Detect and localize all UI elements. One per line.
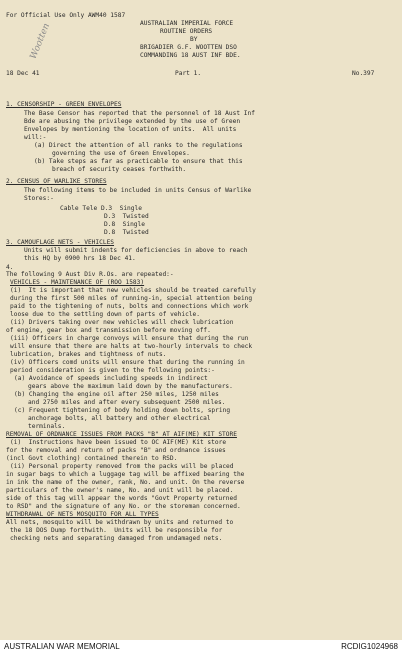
document-line: (i) It is important that new vehicles should be treated carefully <box>10 287 256 294</box>
document-line: Envelopes by mentioning the location of units. All units <box>24 126 237 133</box>
document-line: period consideration is given to the following points:- <box>10 367 215 374</box>
document-line: terminals. <box>28 423 66 430</box>
document-line: particulars of the owner's name, No. and unit will be placed. <box>6 487 234 494</box>
document-line: governing the use of Green Envelopes. <box>52 150 190 157</box>
document-line: paid to the tightening of nuts, bolts and connections which work <box>10 303 249 310</box>
document-line: (b) Changing the engine oil after 250 miles, 1250 miles <box>14 391 219 398</box>
document-line: (c) Frequent tightening of body holding down bolts, spring <box>14 407 231 414</box>
handwritten-annotation: Wootten <box>28 21 53 61</box>
document-line: (iv) Officers comd units will ensure that during the running in <box>10 359 245 366</box>
document-line: side of this tag will appear the words "Govt Property returned <box>6 495 237 502</box>
document-line: anchorage bolts, all battery and other electrical <box>28 415 211 422</box>
document-line: breach of security ceases forthwith. <box>52 166 187 173</box>
order-number: No.397 <box>352 70 375 77</box>
document-line: (a) Direct the attention of all ranks to the regulations <box>34 142 243 149</box>
document-line: D.8 Twisted <box>104 229 149 236</box>
document-line: gears above the maximum laid down by the manufacturers. <box>28 383 233 390</box>
order-date: 18 Dec 41 <box>6 70 40 77</box>
document-line: in ink the name of the owner, rank, No. and unit. On the reverse <box>6 479 245 486</box>
document-line: of engine, gear box and transmission before moving off. <box>6 327 211 334</box>
document-line: 2. CENSUS OF WARLIKE STORES <box>6 178 107 185</box>
document-line: (ii) Drivers taking over new vehicles will check lubrication <box>10 319 234 326</box>
document-line: D.3 Twisted <box>104 213 149 220</box>
document-line: The following 9 Aust Div R.Os. are repeated:- <box>6 271 174 278</box>
document-line: (ii) Personal property removed from the packs will be placed <box>10 463 234 470</box>
header-by: BY <box>190 36 198 43</box>
document-line: (b) Take steps as far as practicable to ensure that this <box>34 158 243 165</box>
document-line: REMOVAL OF ORDNANCE ISSUES FROM PACKS "B" AT AIF(ME) KIT STORE <box>6 431 237 438</box>
official-use-stamp: For Official Use Only AWM40 1587 <box>6 12 126 19</box>
document-line: during the first 500 miles of running-in, special attention being <box>10 295 253 302</box>
document-line: Bde are abusing the privilege extended by the use of Green <box>24 118 241 125</box>
order-part: Part 1. <box>175 70 202 77</box>
document-line: The Base Censor has reported that the personnel of 18 Aust Inf <box>24 110 255 117</box>
archive-name: AUSTRALIAN WAR MEMORIAL <box>4 642 120 651</box>
document-line: The following items to be included in units Census of Warlike <box>24 187 252 194</box>
document-line: Stores:- <box>24 195 54 202</box>
document-line: in sugar bags to which a luggage tag will be affixed bearing the <box>6 471 245 478</box>
document-line: will:- <box>24 134 47 141</box>
document-line: 3. CAMOUFLAGE NETS - VEHICLES <box>6 239 115 246</box>
document-line: and 2750 miles and after every subsequent 2500 miles. <box>28 399 226 406</box>
header-title-routine-orders: ROUTINE ORDERS <box>160 28 213 35</box>
document-line: will ensure that there are halts at two-hourly intervals to check <box>10 343 253 350</box>
document-line: 1. CENSORSHIP - GREEN ENVELOPES <box>6 101 122 108</box>
document-line: Units will submit indents for deficiencies in above to reach <box>24 247 248 254</box>
header-title-aif: AUSTRALIAN IMPERIAL FORCE <box>140 20 234 27</box>
archive-record-id: RCDIG1024968 <box>341 642 398 651</box>
document-line: loose due to the settling down of parts of vehicle. <box>10 311 200 318</box>
document-line: (iii) Officers in charge convoys will ensure that during the run <box>10 335 249 342</box>
document-line: checking nets and separating damaged from undamaged nets. <box>10 535 223 542</box>
document-line: this HQ by 0900 hrs 18 Dec 41. <box>24 255 136 262</box>
document-line: (a) Avoidance of speeds including speeds in indirect <box>14 375 208 382</box>
header-commanding: COMMANDING 18 AUST INF BDE. <box>140 52 241 59</box>
document-line: the 18 DOS Dump forthwith. Units will be responsible for <box>10 527 223 534</box>
document-line: WITHDRAWAL OF NETS MOSQUITO FOR ALL TYPES <box>6 511 159 518</box>
document-line: VEHICLES - MAINTENANCE OF (ROO 1583) <box>10 279 145 286</box>
header-brigadier: BRIGADIER G.F. WOOTTEN DSO <box>140 44 237 51</box>
document-line: (i) Instructions have been issued to OC AIF(ME) Kit store <box>10 439 227 446</box>
document-line: to RSD" and the signature of any No. or the storeman concerned. <box>6 503 241 510</box>
archive-footer <box>0 640 402 654</box>
document-line: All nets, mosquito will be withdrawn by units and returned to <box>6 519 234 526</box>
document-line: (incl Govt clothing) contained therein to RSD. <box>6 455 178 462</box>
document-line: for the removal and return of packs "B" and ordnance issues <box>6 447 226 454</box>
document-line: lubrication, brakes and tightness of nuts. <box>10 351 167 358</box>
document-line: D.8 Single <box>104 221 145 228</box>
document-line: Cable Tele D.3 Single <box>60 205 142 212</box>
document-line: 4. <box>6 264 14 271</box>
